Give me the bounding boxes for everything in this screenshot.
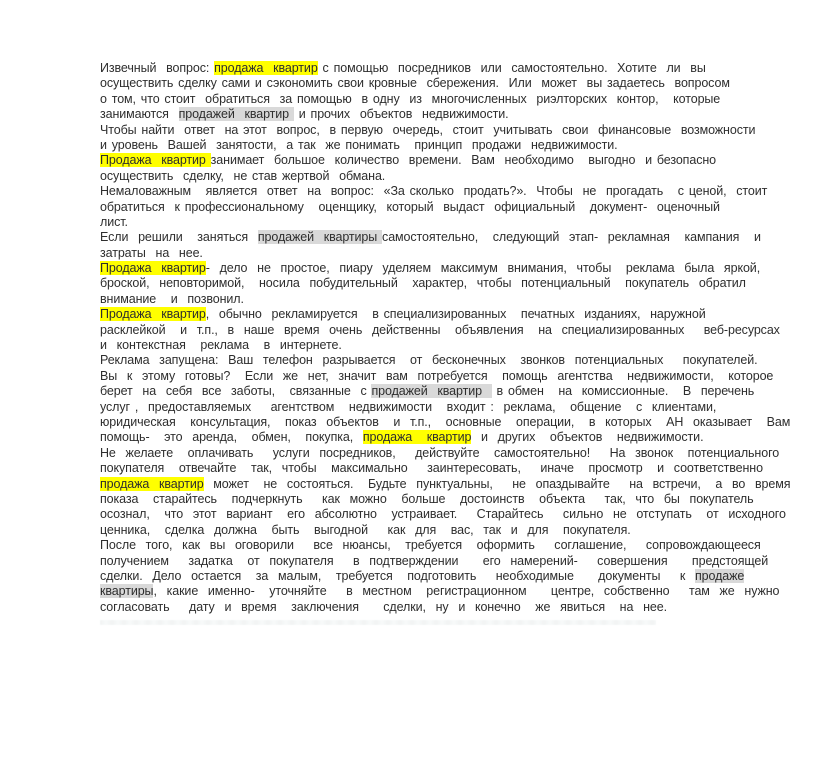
text-segment: Извечный вопрос: [100,61,215,75]
text-segment: Если решили заняться [100,230,258,245]
text-line [100,414,791,430]
keyword-highlight-yellow: Продажа квартир [100,153,211,168]
text-line [100,353,760,368]
text-line [100,230,760,245]
keyword-highlight-gray: продажей квартир [371,384,492,399]
keyword-highlight-yellow: продажа квартир [100,476,204,491]
text-line [100,246,760,261]
text-line [100,338,760,353]
text-line [100,307,760,322]
text-segment: , обычно рекламируется в специализированных печатных изданиях, наружной [205,307,706,322]
text-line [100,600,760,615]
text-segment: согласовать дату и время заключения сделки, ну и конечно же явиться на нее. [100,599,667,614]
text-segment: может не состояться. Будьте пунктуальны, не опаздывайте на встречи, а во время [203,476,791,491]
keyword-highlight-yellow: Продажа квартир [100,261,206,276]
text-segment: юридическая консультация, показ объектов и т.п., основные операции, в которых АН оказывает Вам [100,414,791,429]
text-line [100,169,760,184]
text-line [100,123,760,138]
text-line [100,61,760,76]
text-segment: услуг , предоставляемых агентством недвижимости входит : реклама, общение с клиентами, [100,399,717,414]
text-segment: расклейкой и т.п., в наше время очень действенны объявления на специализированных веб-ресурсах [100,322,780,337]
text-segment: После того, как вы оговорили все нюансы, требуется оформить соглашение, сопровождающееся [100,538,761,553]
text-line [100,538,760,553]
keyword-highlight-yellow: продажа квартир [214,61,318,75]
text-line [100,384,760,399]
text-line [100,445,780,461]
text-segment: внимание и позвонил. [100,291,244,306]
keyword-highlight-yellow: продажа квартир [362,430,472,445]
text-segment: , какие именно- уточняйте в местном регистрационном центре, собственно там же нужно [153,584,780,599]
text-segment: самостоятельно, следующий этап- рекламная кампания и [382,230,761,245]
text-line [100,153,760,168]
text-line [100,76,760,91]
keyword-highlight-yellow: Продажа квартир [100,307,206,322]
text-segment: осознал, что этот вариант его абсолютно устраивает. Старайтесь сильно не отступать от исходного [100,507,786,522]
text-segment: осуществить сделку, не став жертвой обмана. [100,168,386,183]
text-line [100,276,760,291]
text-segment: и прочих объектов недвижимости. [293,107,509,122]
text-segment: сделки. Дело остается за малым, требуется подготовить необходимые документы к [100,568,695,583]
article-body [100,61,791,615]
text-segment: о том, что стоит обратиться за помощью в одну из многочисленных риэлторских контор, которые [100,91,721,106]
text-segment: - дело не простое, пиару уделяем максимум внимания, чтобы реклама была яркой, [205,261,761,276]
text-segment: Реклама запущена: Ваш телефон разрывается от бесконечных звонков потенциальных покупателей. [100,353,758,368]
text-segment: обратиться к профессиональному оценщику, который выдаст официальный документ- оценочный [100,199,720,214]
keyword-highlight-gray: продажей квартир [178,107,294,122]
text-segment: броской, неповторимой, носила побудительный характер, чтобы потенциальный покупатель обратил [100,276,746,291]
text-segment: ценника, сделка должна быть выгодной как для вас, так и для покупателя. [100,522,631,537]
text-line [100,492,760,507]
text-line [100,507,786,522]
text-line [100,184,768,199]
cutoff-text-ghost [100,620,656,625]
text-line [100,584,780,599]
keyword-highlight-gray: продажей квартиры [257,230,383,245]
text-segment: осуществить сделку сами и сэкономить свои кровные сбережения. Или может вы задаетесь вопросом [100,76,730,91]
text-line [100,322,780,338]
text-segment: Вы к этому готовы? Если же нет, значит вам потребуется помощь агентства недвижимости, которое [100,368,774,383]
text-line [100,107,760,122]
text-line [100,523,760,538]
text-segment: показа старайтесь подчеркнуть как можно больше достоинств объекта так, что бы покупатель [100,491,754,506]
text-segment: помощь- это аренда, обмен, покупка, [100,430,363,445]
text-line [100,461,763,476]
text-segment: получением задатка от покупателя в подтверждении его намерений- совершения предстоящей [100,553,769,568]
keyword-highlight-gray: квартиры [100,584,154,599]
text-line [100,569,760,584]
text-segment: берет на себя все заботы, связанные с [100,384,372,399]
text-segment: и других объектов недвижимости. [471,430,704,445]
keyword-highlight-gray: продаже [695,568,745,583]
text-segment: занимает большое количество времени. Вам необходимо выгодно и безопасно [210,153,717,168]
text-segment: и контекстная реклама в интернете. [100,338,342,353]
text-line [100,368,774,384]
text-line [100,292,760,307]
text-segment: покупателя отвечайте так, чтобы максимально заинтересовать, иначе просмотр и соответственно [100,461,763,476]
text-segment: Не желаете оплачивать услуги посредников, действуйте самостоятельно! На звонок потенциального [100,445,780,460]
text-segment: с помощью посредников или самостоятельно. Хотите ли вы [317,61,706,75]
text-line [100,215,760,230]
text-line [100,138,760,153]
text-segment: лист. [100,214,128,229]
text-segment: и уровень Вашей занятости, а так же понимать принцип продажи недвижимости. [100,137,618,152]
text-line [100,476,791,492]
text-segment: занимаются [100,107,179,122]
text-line [100,200,760,215]
text-line [100,92,760,107]
text-line [100,400,760,415]
text-line [100,261,760,276]
text-line [100,553,769,569]
text-segment: Чтобы найти ответ на этот вопрос, в первую очередь, стоит учитывать свои финансовые возможности [100,122,756,137]
text-line [100,430,760,445]
text-segment: затраты на нее. [100,245,203,260]
text-segment: Немаловажным является ответ на вопрос: «За сколько продать?». Чтобы не прогадать с ценой, стоит [100,184,768,199]
text-segment: в обмен на комиссионные. В перечень [491,384,755,399]
